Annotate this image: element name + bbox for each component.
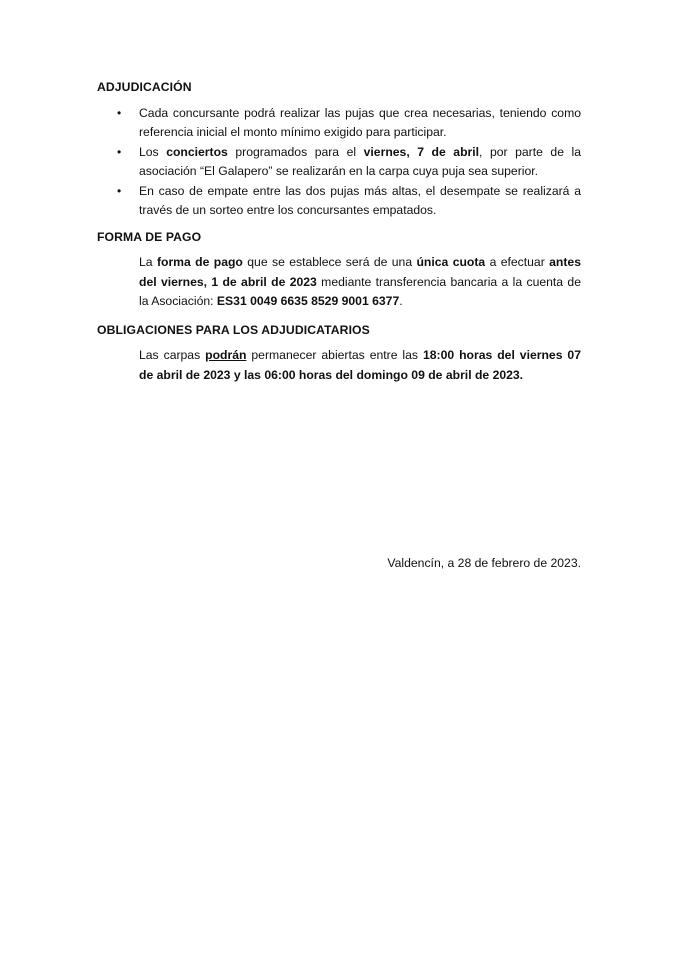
document-body: [97, 78, 581, 394]
section-heading-forma-pago: FORMA DE PAGO: [97, 229, 202, 244]
bullet-text: En caso de empate entre las dos pujas más altas, el desempate se realizará a través de un sorteo entre los concursantes empatados.: [139, 183, 581, 217]
bullet-icon: •: [117, 183, 122, 198]
list-item: [97, 143, 581, 182]
section-heading-adjudicacion: ADJUDICACIÓN: [97, 80, 192, 94]
bullet-icon: •: [117, 105, 122, 120]
date-signoff: Valdencín, a 28 de febrero de 2023.: [387, 556, 581, 570]
bullet-text: Los conciertos programados para el viernes, 7 de abril, por parte de la asociación “El Galapero” se realizarán en la carpa cuya puja sea superior.: [139, 144, 581, 178]
list-item: [97, 104, 581, 143]
obligaciones-paragraph: Las carpas podrán permanecer abiertas entre las 18:00 horas del viernes 07 de abril de 2023 y las 06:00 horas del domingo 09 de abril de 2023.: [139, 348, 581, 382]
bullet-text: Cada concursante podrá realizar las pujas que crea necesarias, teniendo como referencia inicial el monto mínimo exigido para participar.: [139, 105, 581, 139]
section-heading-obligaciones: OBLIGACIONES PARA LOS ADJUDICATARIOS: [97, 322, 370, 337]
bullet-icon: •: [117, 144, 122, 159]
list-item: [97, 182, 581, 221]
adjudicacion-list: [97, 104, 581, 221]
forma-pago-paragraph: La forma de pago que se establece será de una única cuota a efectuar antes del viernes, 1 de abril de 2023 mediante transferencia bancaria a la cuenta de la Asociación: ES31 0049 6635 8529 9001 6377.: [139, 255, 581, 308]
